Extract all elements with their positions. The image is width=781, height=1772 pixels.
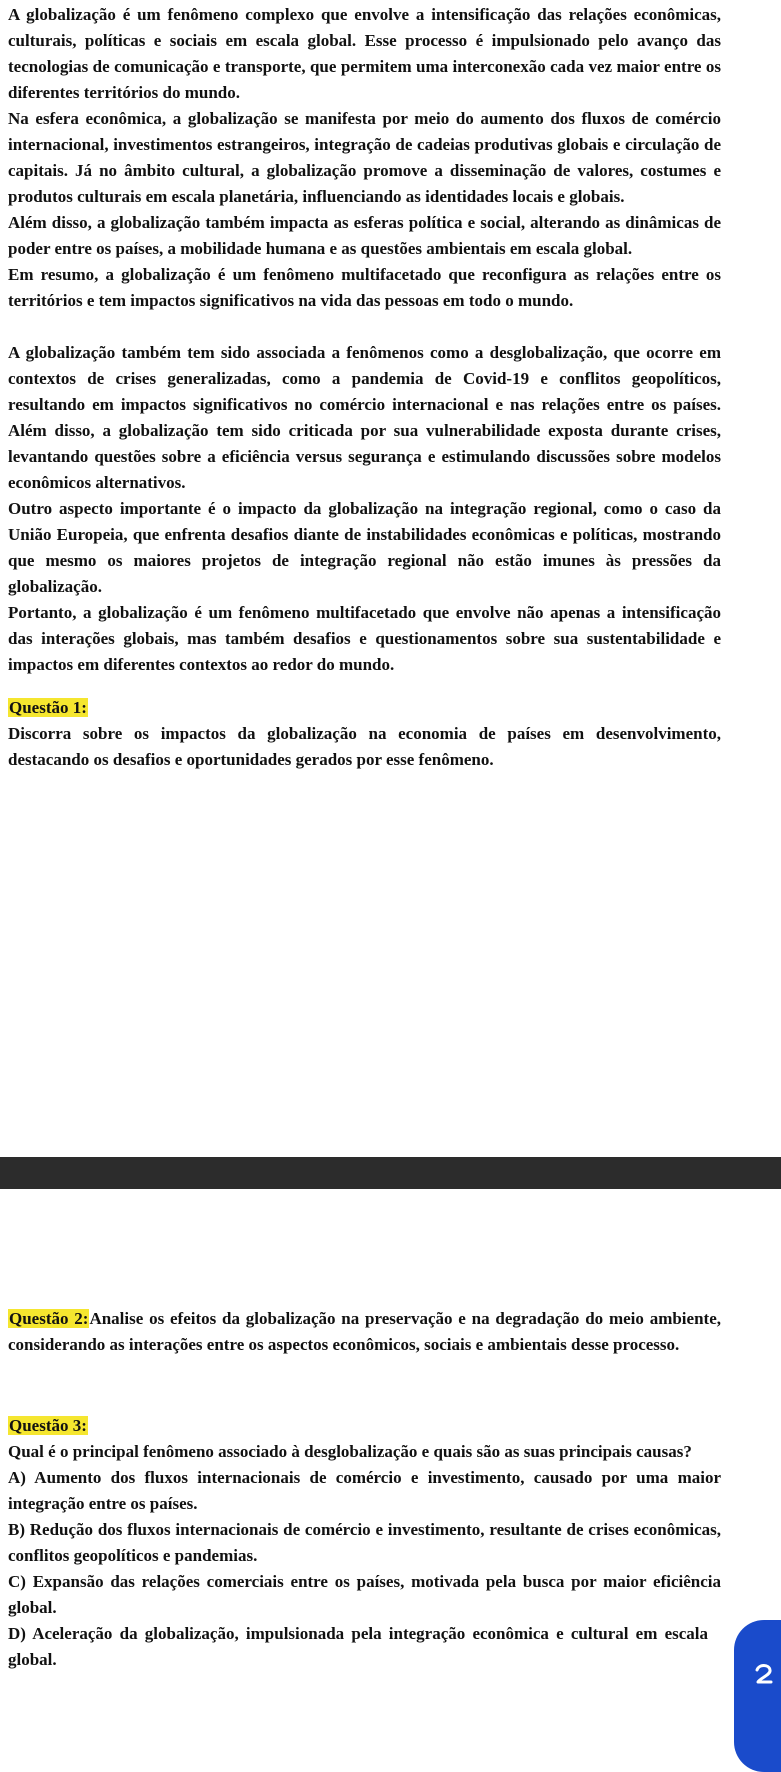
question-1-text: Discorra sobre os impactos da globalização na economia de países em desenvolvimento, destacando os desafios e oportunidades gerados por esse fenômeno. [8, 724, 721, 769]
intro-paragraph-1: A globalização é um fenômeno complexo que envolve a intensificação das relações econômicas, culturais, políticas e sociais em escala global. Esse processo é impulsionado pelo avanço das tecnologias de comunicação e transporte, que permitem uma interconexão cada vez maior entre os diferentes territórios do mundo. [8, 5, 721, 102]
question-1-label: Questão 1: [9, 698, 87, 717]
question-2-text: Analise os efeitos da globalização na preservação e na degradação do meio ambiente, considerando as interações entre os aspectos econômicos, sociais e ambientais desse processo. [8, 1309, 721, 1354]
question-2-label: Questão 2: [9, 1309, 89, 1328]
hand-drawn-hook-icon [752, 1661, 776, 1685]
option-b: B) Redução dos fluxos internacionais de comércio e investimento, resultante de crises econômicas, conflitos geopolíticos e pandemias. [8, 1520, 721, 1565]
dark-divider-band [0, 1157, 781, 1189]
question-3-heading [8, 1413, 721, 1439]
intro-paragraph-4: Em resumo, a globalização é um fenômeno multifacetado que reconfigura as relações entre os territórios e tem impactos significativos na vida das pessoas em todo o mundo. [8, 265, 721, 310]
second-paragraph-3: Portanto, a globalização é um fenômeno multifacetado que envolve não apenas a intensificação das interações globais, mas também desafios e questionamentos sobre sua sustentabilidade e impactos em diferentes contextos ao redor do mundo. [8, 603, 721, 674]
second-paragraph-2: Outro aspecto importante é o impacto da globalização na integração regional, como o caso da União Europeia, que enfrenta desafios diante de instabilidades econômicas e políticas, mostrando que mesmo os maiores projetos de integração regional não estão imunes às pressões da globalização. [8, 499, 721, 596]
floating-corner-button[interactable] [734, 1620, 781, 1772]
intro-paragraph-3: Além disso, a globalização também impacta as esferas política e social, alterando as dinâmicas de poder entre os países, a mobilidade humana e as questões ambientais em escala global. [8, 213, 721, 258]
option-c: C) Expansão das relações comerciais entre os países, motivada pela busca por maior eficiência global. [8, 1572, 721, 1617]
intro-paragraph-2: Na esfera econômica, a globalização se manifesta por meio do aumento dos fluxos de comércio internacional, investimentos estrangeiros, integração de cadeias produtivas globais e circulação de capitais. Já no âmbito cultural, a globalização promove a disseminação de valores, costumes e produtos culturais em escala planetária, influenciando as identidades locais e globais. [8, 109, 721, 206]
second-paragraph-1: A globalização também tem sido associada a fenômenos como a desglobalização, que ocorre em contextos de crises generalizadas, como a pandemia de Covid-19 e conflitos geopolíticos, resultando em impactos significativos no comércio internacional e nas relações entre os países. Além disso, a globalização tem sido criticada por sua vulnerabilidade exposta durante crises, levantando questões sobre a eficiência versus segurança e estimulando discussões sobre modelos econômicos alternativos. [8, 343, 721, 492]
question-3-text: Qual é o principal fenômeno associado à desglobalização e quais são as suas principais causas? [8, 1442, 692, 1461]
option-d: D) Aceleração da globalização, impulsionada pela integração econômica e cultural em escala global. [8, 1624, 708, 1669]
question-3-label: Questão 3: [9, 1416, 87, 1435]
question-2 [8, 1306, 721, 1358]
option-a: A) Aumento dos fluxos internacionais de comércio e investimento, causado por uma maior integração entre os países. [8, 1468, 721, 1513]
question-1-heading [8, 695, 721, 721]
document-body [8, 2, 721, 773]
question-3 [8, 1413, 721, 1673]
